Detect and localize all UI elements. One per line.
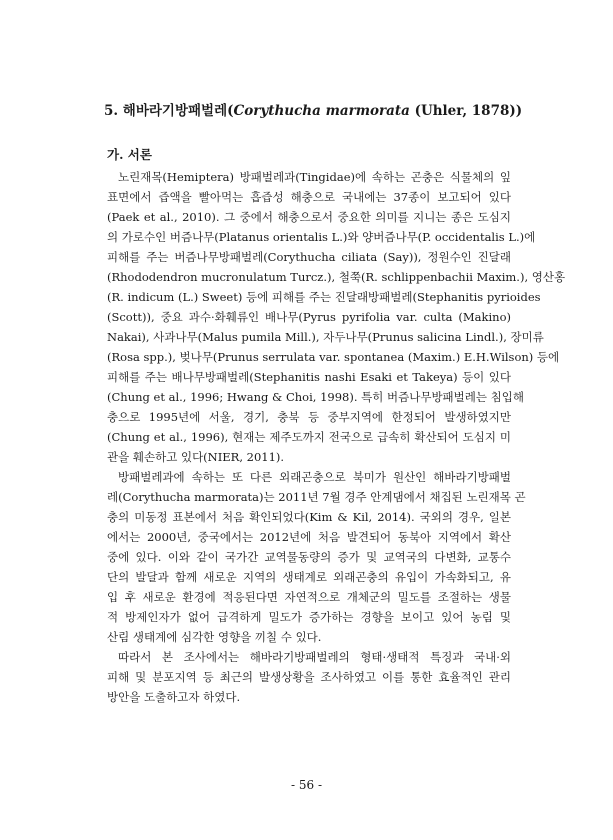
page-number: - 56 - — [290, 778, 322, 792]
text-line: 레(Corythucha marmorata)는 2011년 7월 경주 안계댐에서 채집된 노린재목 곤 — [107, 490, 526, 504]
text-line: 노린재목(Hemiptera) 방패벌레과(Tingidae)에 속하는 곤충은 식물체의 잎 — [118, 170, 511, 184]
text-line: 방패벌레과에 속하는 또 다른 외래곤충으로 북미가 원산인 해바라기방패벌 — [118, 470, 511, 484]
section-title-author: (Uhler, 1878)) — [414, 103, 523, 119]
text-line: 표면에서 즙액을 빨아먹는 흡즙성 해충으로 국내에는 37종이 보고되어 있다 — [107, 190, 511, 204]
section-title: 5. 해바라기방패벌레(Corythucha marmorata (Uhler, 1878)) — [104, 103, 523, 119]
text-line: 피해 및 분포지역 등 최근의 발생상황을 조사하였고 이를 통한 효율적인 관리 — [107, 670, 511, 684]
text-line: 방안을 도출하고자 하였다. — [107, 690, 241, 704]
text-line: 따라서 본 조사에서는 해바라기방패벌레의 형태·생태적 특징과 국내·외 — [118, 650, 511, 664]
text-line: (Scott)), 중요 과수·화훼류인 배나무(Pyrus pyrifolia var. culta (Makino) — [107, 310, 511, 324]
paragraph — [107, 167, 566, 467]
text-line: 중에 있다. 이와 같이 국가간 교역물동량의 증가 및 교역국의 다변화, 교통수 — [107, 550, 511, 564]
text-line: 충의 미동정 표본에서 처음 확인되었다(Kim & Kil, 2014). 국외의 경우, 일본 — [107, 510, 511, 524]
text-line: 단의 발달과 함께 새로운 지역의 생태계로 외래곤충의 유입이 가속화되고, 유 — [107, 570, 511, 584]
text-line: 피해를 주는 배나무방패벌레(Stephanitis nashi Esaki et Takeya) 등이 있다 — [107, 370, 511, 384]
text-line: 입 후 새로운 환경에 적응된다면 자연적으로 개체군의 밀도를 조절하는 생물 — [107, 590, 511, 604]
body-text — [107, 167, 566, 707]
text-line: (Rhododendron mucronulatum Turcz.), 철쭉(R. schlippenbachii Maxim.), 영산홍 — [107, 270, 566, 284]
text-line: 에서는 2000년, 중국에서는 2012년에 처음 발견되어 동북아 지역에서 확산 — [107, 530, 511, 544]
text-line: (Rosa spp.), 벚나무(Prunus serrulata var. spontanea (Maxim.) E.H.Wilson) 등에 — [107, 350, 560, 364]
section-title-korean: 해바라기방패벌레 — [122, 103, 228, 119]
paragraph — [107, 647, 511, 707]
section-title-scientific-name: Corythucha marmorata — [233, 103, 410, 119]
text-line: 산림 생태계에 심각한 영향을 끼칠 수 있다. — [107, 630, 322, 644]
text-line: (Paek et al., 2010). 그 중에서 해충으로서 중요한 의미를 지니는 종은 도심지 — [107, 210, 511, 224]
paragraph — [107, 467, 526, 647]
text-line: 충으로 1995년에 서울, 경기, 충북 등 중부지역에 한정되어 발생하였지만 — [107, 410, 511, 424]
text-line: 피해를 주는 버즘나무방패벌레(Corythucha ciliata (Say)), 정원수인 진달래 — [107, 250, 511, 264]
text-line: (R. indicum (L.) Sweet) 등에 피해를 주는 진달래방패벌레(Stephanitis pyrioides — [107, 290, 541, 304]
text-line: 적 방제인자가 없어 급격하게 밀도가 증가하는 경향을 보이고 있어 농림 및 — [107, 610, 511, 624]
section-number: 5. — [104, 103, 119, 119]
text-line: (Chung et al., 1996), 현재는 제주도까지 전국으로 급속히 확산되어 도심지 미 — [107, 430, 511, 444]
text-line: 관을 훼손하고 있다(NIER, 2011). — [107, 450, 285, 464]
text-line: Nakai), 사과나무(Malus pumila Mill.), 자두나무(Prunus salicina Lindl.), 장미류 — [107, 330, 544, 344]
text-line: 의 가로수인 버즘나무(Platanus orientalis L.)와 양버즘나무(P. occidentalis L.)에 — [107, 230, 536, 244]
text-line: (Chung et al., 1996; Hwang & Choi, 1998). 특히 버즘나무방패벌레는 침입해 — [107, 390, 524, 404]
subsection-heading: 가. 서론 — [107, 147, 152, 162]
